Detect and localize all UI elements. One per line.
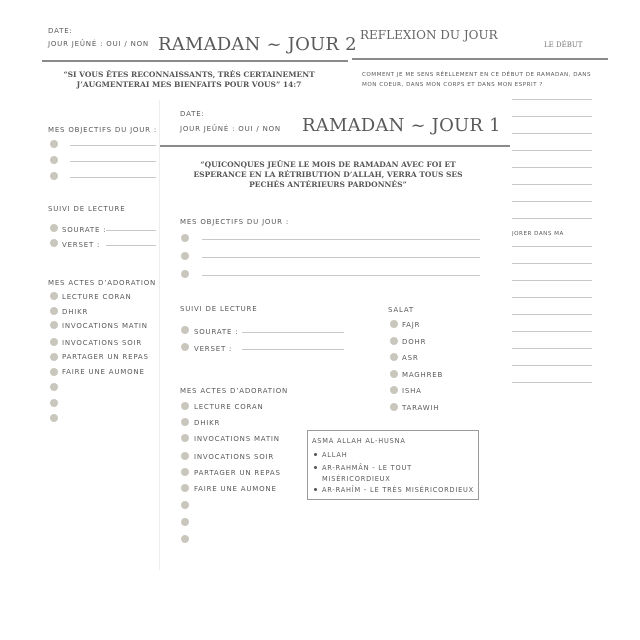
checkbox-dot[interactable]: [181, 343, 189, 351]
objective-line: [70, 177, 156, 178]
worship-item: LECTURE CORAN: [62, 293, 132, 301]
writing-line: [512, 218, 592, 219]
asma-box: [307, 430, 479, 500]
writing-line: [512, 263, 592, 264]
checkbox-dot[interactable]: [390, 386, 398, 394]
worship-item: INVOCATIONS MATIN: [62, 322, 148, 330]
checkbox-dot[interactable]: [50, 383, 58, 391]
asma-item: AR-RAHMÂN - LE TOUT MISÉRICORDIEUX: [322, 464, 412, 483]
checkbox-dot[interactable]: [50, 292, 58, 300]
worship-item: PARTAGER UN REPAS: [194, 469, 281, 477]
objective-line: [202, 257, 480, 258]
reading-label: SUIVI DE LECTURE: [48, 205, 126, 213]
checkbox-dot[interactable]: [50, 414, 58, 422]
day-quote: “SI VOUS ÊTES RECONNAISSANTS, TRÈS CERTAINEMENT J’AUGMENTERAI MES BIENFAITS POUR VOUS” 14:7: [63, 70, 315, 89]
writing-line: [512, 184, 592, 185]
objectives-label: MES OBJECTIFS DU JOUR :: [48, 126, 158, 134]
asma-title: ASMA ALLAH AL-HUSNA: [312, 437, 406, 445]
date-label: DATE:: [180, 110, 205, 118]
worship-item: DHIKR: [194, 419, 221, 427]
salat-item: ASR: [402, 354, 419, 362]
checkbox-dot[interactable]: [181, 452, 189, 460]
checkbox-dot[interactable]: [50, 368, 58, 376]
writing-line: [512, 314, 592, 315]
salat-item: ISHA: [402, 387, 422, 395]
writing-line: [512, 297, 592, 298]
asma-item: AR-RAHÎM - LE TRÈS MISÉRICORDIEUX: [322, 486, 475, 494]
salat-item: MAGHREB: [402, 371, 444, 379]
checkbox-dot[interactable]: [181, 434, 189, 442]
checkbox-dot[interactable]: [181, 535, 189, 543]
title-divider: [160, 145, 510, 147]
checkbox-dot[interactable]: [181, 234, 189, 242]
salat-item: FAJR: [402, 321, 421, 329]
verset-label: VERSET :: [62, 241, 101, 249]
worship-label: MES ACTES D’ADORATION: [48, 279, 157, 287]
bullet-icon: [314, 488, 317, 491]
fast-day-label: JOUR JEÛNÉ : OUI / NON: [48, 40, 149, 48]
checkbox-dot[interactable]: [390, 403, 398, 411]
page-title: RAMADAN ~ JOUR 1: [302, 115, 501, 136]
checkbox-dot[interactable]: [390, 370, 398, 378]
worship-item: LECTURE CORAN: [194, 403, 264, 411]
checkbox-dot[interactable]: [50, 224, 58, 232]
checkbox-dot[interactable]: [50, 399, 58, 407]
checkbox-dot[interactable]: [390, 353, 398, 361]
checkbox-dot[interactable]: [181, 326, 189, 334]
asma-item: ALLAH: [322, 451, 348, 459]
worship-item: FAIRE UNE AUMONE: [194, 485, 277, 493]
checkbox-dot[interactable]: [390, 320, 398, 328]
writing-line: [512, 167, 592, 168]
checkbox-dot[interactable]: [181, 418, 189, 426]
writing-line: [512, 99, 592, 100]
sourate-label: SOURATE :: [194, 328, 239, 336]
writing-line: [512, 201, 592, 202]
writing-line: [512, 365, 592, 366]
writing-line: [512, 150, 592, 151]
writing-line: [512, 246, 592, 247]
objective-line: [70, 161, 156, 162]
bullet-icon: [314, 466, 317, 469]
salat-item: DOHR: [402, 338, 427, 346]
checkbox-dot[interactable]: [181, 484, 189, 492]
worship-item: FAIRE UNE AUMONE: [62, 368, 145, 376]
checkbox-dot[interactable]: [50, 321, 58, 329]
writing-line: [512, 280, 592, 281]
date-label: DATE:: [48, 27, 73, 35]
salat-label: SALAT: [388, 306, 414, 314]
checkbox-dot[interactable]: [50, 338, 58, 346]
checkbox-dot[interactable]: [181, 501, 189, 509]
reflection-divider: [352, 58, 608, 60]
day-quote: “QUICONQUES JEÛNE LE MOIS DE RAMADAN AVEC FOI ET ESPERANCE EN LA RÉTRIBUTION D’ALLAH, VERRA TOUS SES PECHÉS ANTÉRIEURS PARDONNÉS”: [193, 160, 463, 189]
worship-item: INVOCATIONS SOIR: [62, 339, 143, 347]
checkbox-dot[interactable]: [181, 402, 189, 410]
checkbox-dot[interactable]: [50, 239, 58, 247]
checkbox-dot[interactable]: [50, 140, 58, 148]
writing-line: [512, 348, 592, 349]
writing-line: [512, 331, 592, 332]
writing-line: [512, 116, 592, 117]
verset-line: [242, 349, 344, 350]
checkbox-dot[interactable]: [50, 156, 58, 164]
worship-item: INVOCATIONS SOIR: [194, 453, 275, 461]
day1-page: [160, 100, 512, 570]
checkbox-dot[interactable]: [50, 353, 58, 361]
title-divider: [42, 60, 348, 62]
reading-label: SUIVI DE LECTURE: [180, 305, 258, 313]
worship-item: DHIKR: [62, 308, 89, 316]
checkbox-dot[interactable]: [181, 518, 189, 526]
checkbox-dot[interactable]: [390, 337, 398, 345]
sourate-line: [106, 230, 156, 231]
reflection-title: REFLEXION DU JOUR: [360, 28, 498, 42]
bullet-icon: [314, 453, 317, 456]
checkbox-dot[interactable]: [181, 468, 189, 476]
objective-line: [202, 275, 480, 276]
worship-label: MES ACTES D’ADORATION: [180, 387, 289, 395]
verset-line: [106, 245, 156, 246]
checkbox-dot[interactable]: [181, 252, 189, 260]
salat-item: TARAWIH: [402, 404, 440, 412]
checkbox-dot[interactable]: [50, 307, 58, 315]
checkbox-dot[interactable]: [181, 270, 189, 278]
sourate-label: SOURATE :: [62, 226, 107, 234]
verset-label: VERSET :: [194, 345, 233, 353]
objectives-label: MES OBJECTIFS DU JOUR :: [180, 218, 290, 226]
objective-line: [70, 145, 156, 146]
worship-item: PARTAGER UN REPAS: [62, 353, 149, 361]
reflection-partial-text: JORER DANS MA: [512, 231, 564, 237]
reflection-question: COMMENT JE ME SENS RÉELLEMENT EN CE DÉBUT DE RAMADAN, DANS MON COEUR, DANS MON CORPS ET DANS MON ESPRIT ?: [362, 72, 592, 88]
writing-line: [512, 133, 592, 134]
checkbox-dot[interactable]: [50, 172, 58, 180]
writing-line: [512, 382, 592, 383]
worship-item: INVOCATIONS MATIN: [194, 435, 280, 443]
objective-line: [202, 239, 480, 240]
sourate-line: [242, 332, 344, 333]
fast-day-label: JOUR JEÛNÉ : OUI / NON: [180, 125, 281, 133]
page-title: RAMADAN ~ JOUR 2: [158, 34, 357, 55]
reflection-subtitle: LE DÉBUT: [544, 41, 583, 49]
